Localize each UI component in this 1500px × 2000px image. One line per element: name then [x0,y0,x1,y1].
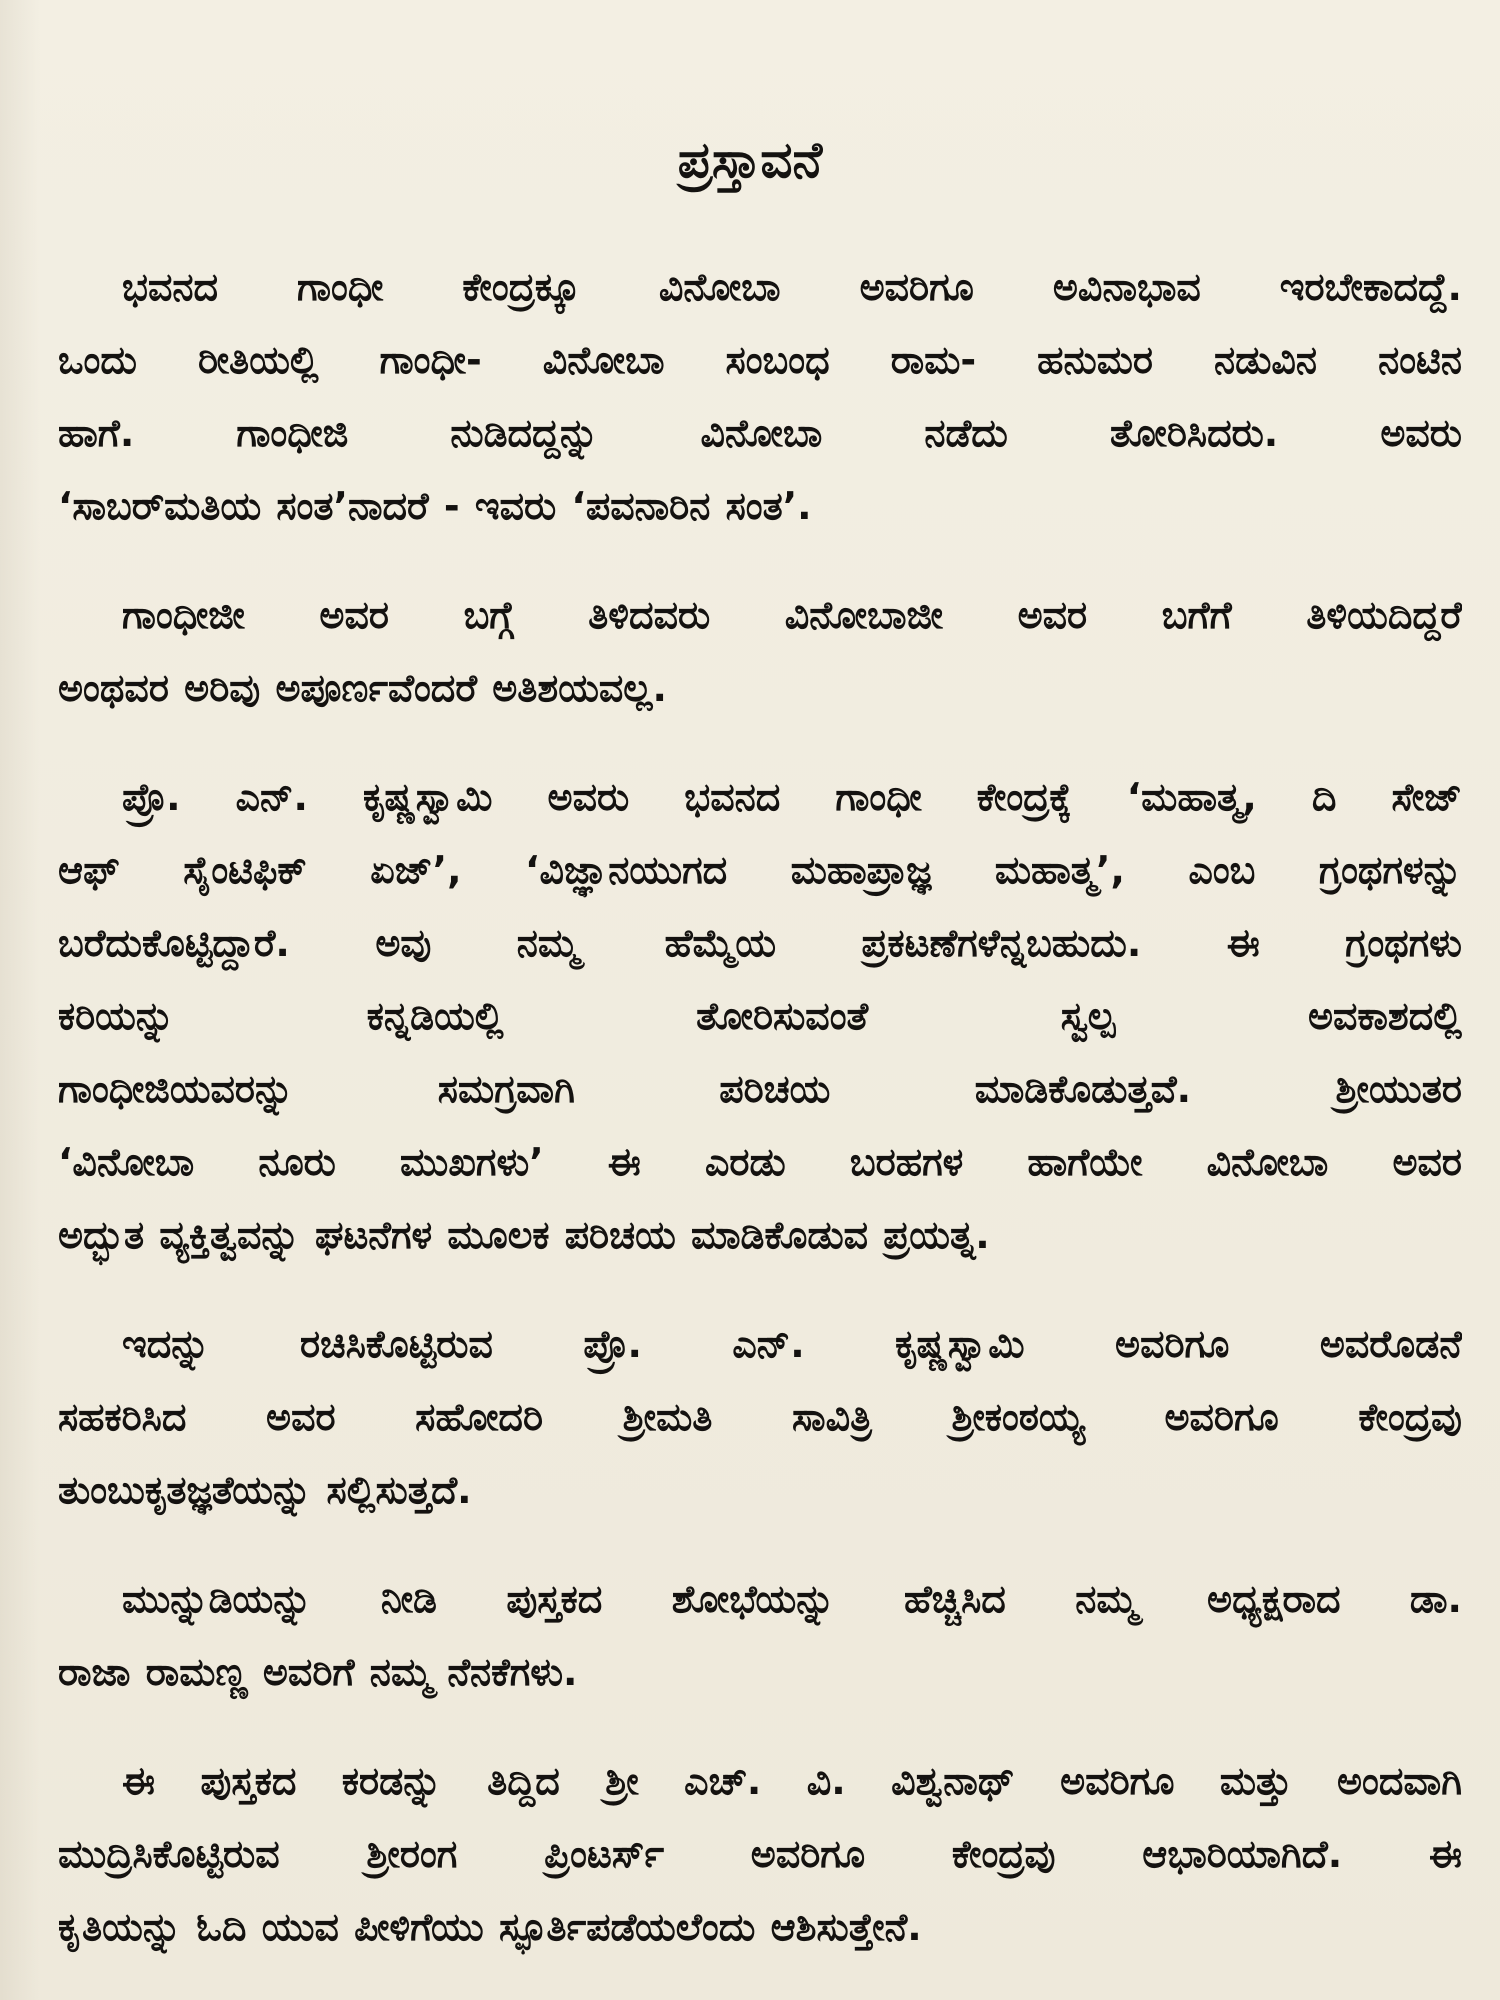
paragraph-3 [58,761,1462,1272]
paragraph-line: ಒಂದು ರೀತಿಯಲ್ಲಿ ಗಾಂಧೀ- ವಿನೋಬಾ ಸಂಬಂಧ ರಾಮ- ಹನುಮರ ನಡುವಿನ ನಂಟಿನ [58,338,1462,382]
paragraph-line: ಕರಿಯನ್ನು ಕನ್ನಡಿಯಲ್ಲಿ ತೋರಿಸುವಂತೆ ಸ್ವಲ್ಪ ಅವಕಾಶದಲ್ಲಿ [58,994,1462,1038]
paragraph-line: ಕೃತಿಯನ್ನು ಓದಿ ಯುವ ಪೀಳಿಗೆಯು ಸ್ಫೂರ್ತಿಪಡೆಯಲೆಂದು ಆಶಿಸುತ್ತೇನೆ. [58,1905,922,1949]
paragraph-line: ಆಫ್ ಸೈಂಟಿಫಿಕ್ ಏಜ್’, ‘ವಿಜ್ಞಾನಯುಗದ ಮಹಾಪ್ರಾಜ್ಞ ಮಹಾತ್ಮ’, ಎಂಬ ಗ್ರಂಥಗಳನ್ನು [58,848,1462,892]
paragraph-6 [58,1745,1462,1964]
paragraph-line: ಭವನದ ಗಾಂಧೀ ಕೇಂದ್ರಕ್ಕೂ ವಿನೋಬಾ ಅವರಿಗೂ ಅವಿನಾಭಾವ ಇರಬೇಕಾದದ್ದೆ. [122,265,1462,309]
paragraph-line: ತುಂಬುಕೃತಜ್ಞತೆಯನ್ನು ಸಲ್ಲಿಸುತ್ತದೆ. [58,1468,472,1512]
paragraph-line: ಮುದ್ರಿಸಿಕೊಟ್ಟಿರುವ ಶ್ರೀರಂಗ ಪ್ರಿಂಟರ್ಸ್ ಅವರಿಗೂ ಕೇಂದ್ರವು ಆಭಾರಿಯಾಗಿದೆ. ಈ [58,1832,1462,1876]
paragraph-line: ಹಾಗೆ. ಗಾಂಧೀಜಿ ನುಡಿದದ್ದನ್ನು ವಿನೋಬಾ ನಡೆದು ತೋರಿಸಿದರು. ಅವರು [58,411,1462,455]
paragraph-line: ಈ ಪುಸ್ತಕದ ಕರಡನ್ನು ತಿದ್ದಿದ ಶ್ರೀ ಎಚ್. ವಿ. ವಿಶ್ವನಾಥ್ ಅವರಿಗೂ ಮತ್ತು ಅಂದವಾಗಿ [122,1759,1462,1803]
paragraph-4 [58,1308,1462,1527]
paragraph-line: ಗಾಂಧೀಜೀ ಅವರ ಬಗ್ಗೆ ತಿಳಿದವರು ವಿನೋಬಾಜೀ ಅವರ ಬಗೆಗೆ ತಿಳಿಯದಿದ್ದರೆ [122,593,1462,637]
paragraph-line: ‘ವಿನೋಬಾ ನೂರು ಮುಖಗಳು’ ಈ ಎರಡು ಬರಹಗಳ ಹಾಗೆಯೇ ವಿನೋಬಾ ಅವರ [58,1140,1462,1184]
paragraph-line: ಅಂಥವರ ಅರಿವು ಅಪೂರ್ಣವೆಂದರೆ ಅತಿಶಯವಲ್ಲ. [58,666,667,710]
paragraph-line: ಬರೆದುಕೊಟ್ಟಿದ್ದಾರೆ. ಅವು ನಮ್ಮ ಹೆಮ್ಮೆಯ ಪ್ರಕಟಣೆಗಳೆನ್ನಬಹುದು. ಈ ಗ್ರಂಥಗಳು [58,921,1462,965]
paragraph-1 [58,251,1462,543]
paragraph-line: ರಾಜಾ ರಾಮಣ್ಣ ಅವರಿಗೆ ನಮ್ಮ ನೆನಕೆಗಳು. [58,1650,578,1694]
paragraph-line: ಪ್ರೊ. ಎನ್. ಕೃಷ್ಣಸ್ವಾಮಿ ಅವರು ಭವನದ ಗಾಂಧೀ ಕೇಂದ್ರಕ್ಕೆ ‘ಮಹಾತ್ಮ, ದಿ ಸೇಜ್ [122,775,1462,819]
paragraph-2 [58,579,1462,725]
paragraph-line: ‘ಸಾಬರ್‌ಮತಿಯ ಸಂತ’ನಾದರೆ - ಇವರು ‘ಪವನಾರಿನ ಸಂತ’. [58,484,812,528]
body-text [58,251,1462,1964]
paragraph-line: ಮುನ್ನುಡಿಯನ್ನು ನೀಡಿ ಪುಸ್ತಕದ ಶೋಭೆಯನ್ನು ಹೆಚ್ಚಿಸಿದ ನಮ್ಮ ಅಧ್ಯಕ್ಷರಾದ ಡಾ. [122,1577,1462,1621]
paragraph-5 [58,1563,1462,1709]
paragraph-line: ಅದ್ಭುತ ವ್ಯಕ್ತಿತ್ವವನ್ನು ಘಟನೆಗಳ ಮೂಲಕ ಪರಿಚಯ ಮಾಡಿಕೊಡುವ ಪ್ರಯತ್ನ. [58,1213,990,1257]
paragraph-line: ಗಾಂಧೀಜಿಯವರನ್ನು ಸಮಗ್ರವಾಗಿ ಪರಿಚಯ ಮಾಡಿಕೊಡುತ್ತವೆ. ಶ್ರೀಯುತರ [58,1067,1462,1111]
paragraph-line: ಸಹಕರಿಸಿದ ಅವರ ಸಹೋದರಿ ಶ್ರೀಮತಿ ಸಾವಿತ್ರಿ ಶ್ರೀಕಂಠಯ್ಯ ಅವರಿಗೂ ಕೇಂದ್ರವು [58,1395,1462,1439]
paragraph-line: ಇದನ್ನು ರಚಿಸಿಕೊಟ್ಟಿರುವ ಪ್ರೊ. ಎನ್. ಕೃಷ್ಣಸ್ವಾಮಿ ಅವರಿಗೂ ಅವರೊಡನೆ [122,1322,1462,1366]
page-title: ಪ್ರಸ್ತಾವನೆ [677,131,823,189]
